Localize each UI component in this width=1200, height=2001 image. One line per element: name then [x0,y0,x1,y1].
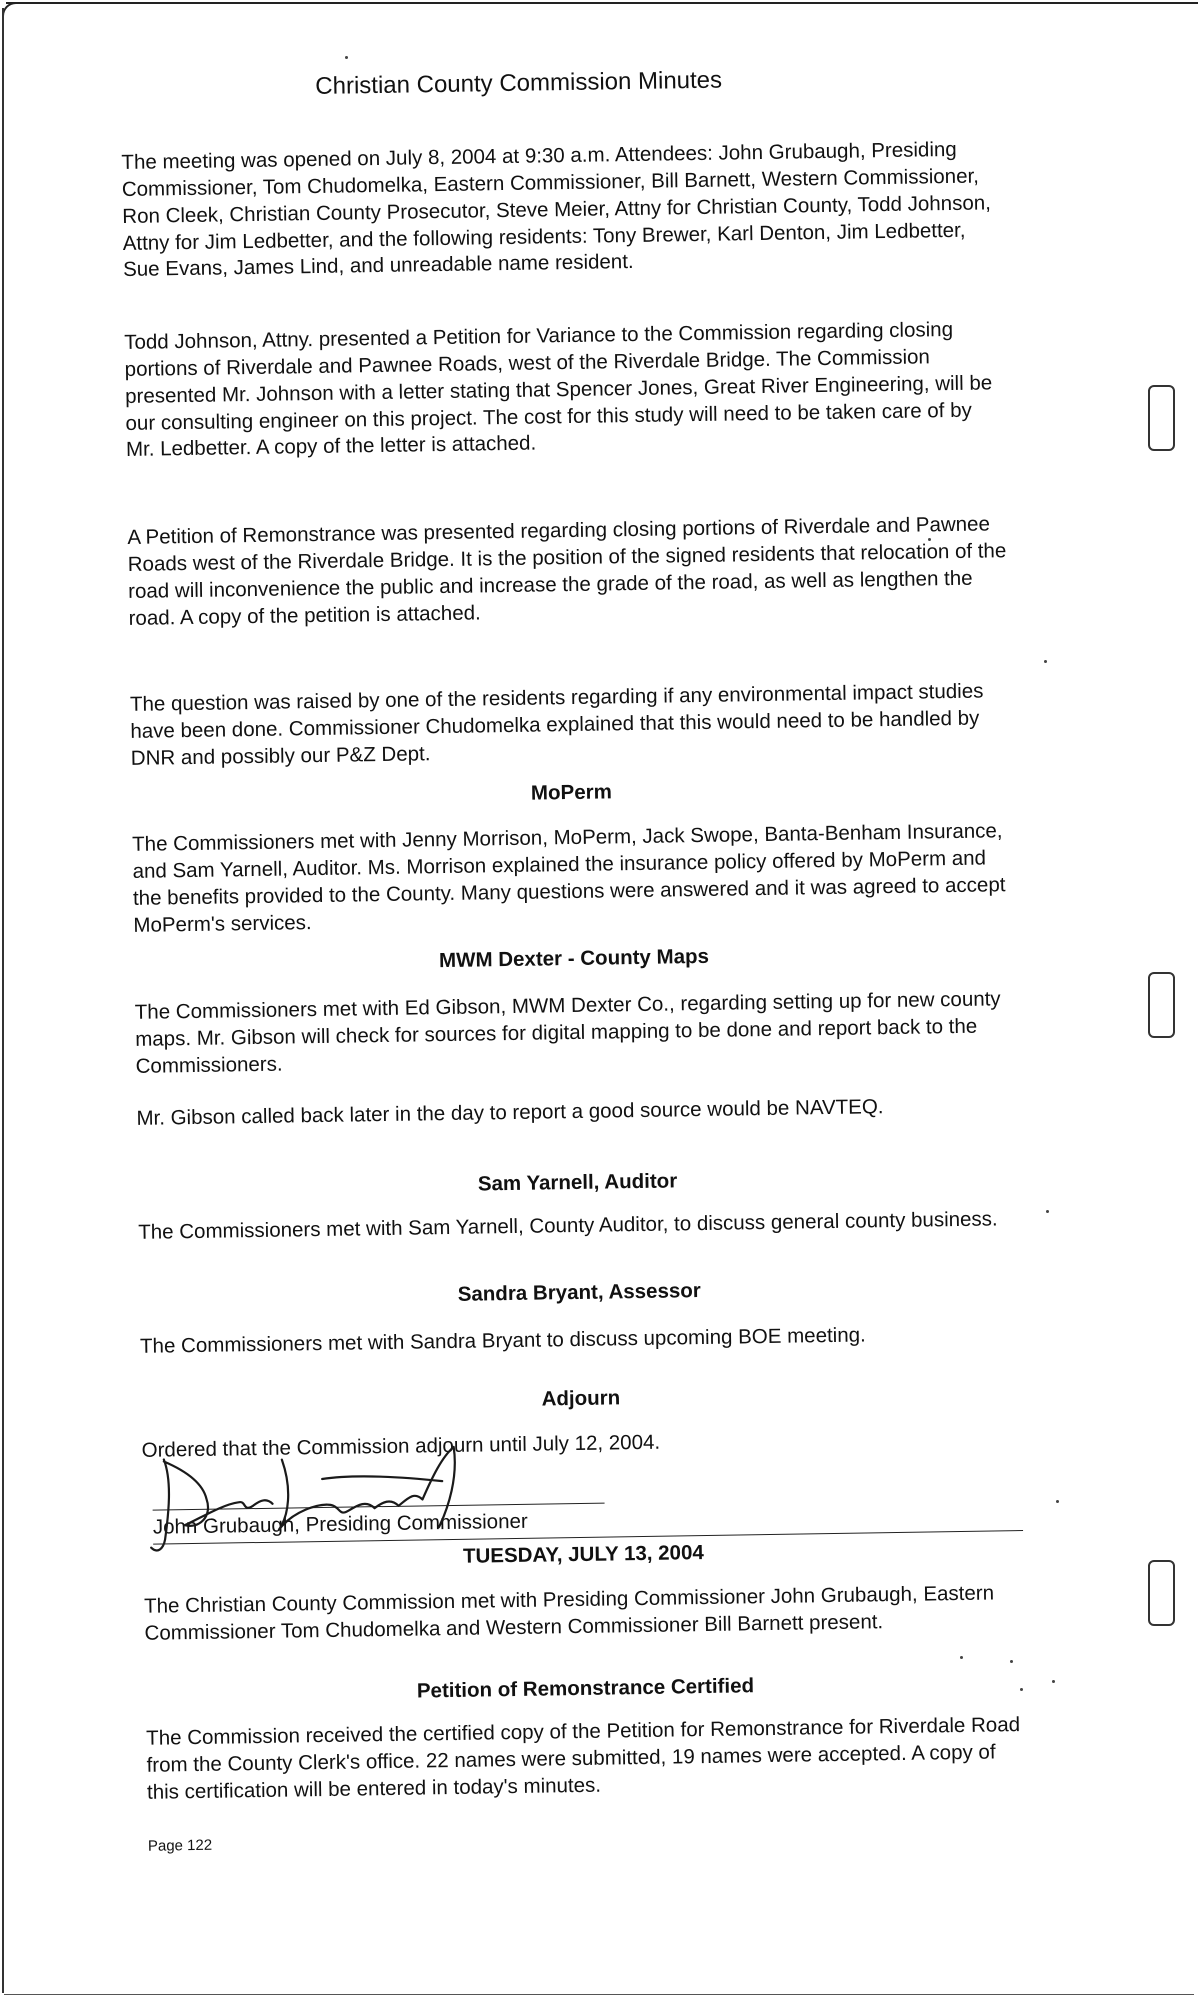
bryant-paragraph: The Commissioners met with Sandra Bryant to discuss upcoming BOE meeting. [139,1323,866,1358]
heading-bryant: Sandra Bryant, Assessor [457,1279,701,1306]
heading-mwm-dexter: MWM Dexter - County Maps [438,944,710,973]
heading-yarnell: Sam Yarnell, Auditor [477,1169,678,1196]
binder-hole-bottom [1148,1560,1175,1626]
page-corner [2,2,20,20]
environmental-paragraph: The question was raised by one of the residents regarding if any environmental impact studies have been done. Commissioner Chudomelka explained that this would need to be handled by DNR and possibly our P&Z Dept. [129,679,984,770]
heading-moperm: MoPerm [530,780,613,805]
page-edge-top [6,2,1198,4]
page-edge-left [2,8,4,1993]
heading-remonstrance-certified: Petition of Remonstrance Certified [416,1674,755,1703]
scan-speck [960,1656,963,1659]
page-number: Page 122 [147,1836,213,1855]
scan-speck [1010,1660,1013,1663]
page-edge-bottom [4,1994,1194,1995]
remonstrance-paragraph: A Petition of Remonstrance was presented regarding closing portions of Riverdale and Pawnee Roads west of the Riverdale Bridge. It is the position of the signed residents that relocation of the road will inconvenience the public and increase the grade of the road, as well as lengthen the road. A copy of the petition is attached. [127,512,1007,630]
tuesday-paragraph: The Christian County Commission met with Presiding Commissioner John Grubaugh, Eastern Commissioner Tom Chudomelka and Western Commissioner Bill Barnett present. [143,1581,995,1645]
scan-speck [345,56,348,59]
scan-speck [1056,1500,1059,1503]
scan-speck [1052,1680,1055,1683]
binder-hole-top [1148,385,1175,451]
mwm-paragraph: The Commissioners met with Ed Gibson, MWM Dexter Co., regarding setting up for new county maps. Mr. Gibson will check for sources for digital mapping to be done and report back to the Commissioners. [134,987,1001,1078]
document-title: Christian County Commission Minutes [315,66,723,100]
variance-paragraph: Todd Johnson, Attny. presented a Petition for Variance to the Commission regarding closing portions of Riverdale and Pawnee Roads, west of the Riverdale Bridge. The Commission presented Mr. Johnson with a letter stating that Spencer Jones, Great River Engineering, will be our consulting engineer on this project. The cost for this study will need to be taken care of by Mr. Ledbetter. A copy of the letter is attached. [124,317,993,462]
minutes-document [120,56,1021,1855]
binder-hole-middle [1148,972,1175,1038]
gibson-paragraph: Mr. Gibson called back later in the day to report a good source would be NAVTEQ. [136,1095,884,1130]
opening-paragraph: The meeting was opened on July 8, 2004 at 9:30 a.m. Attendees: John Grubaugh, Presiding Commissioner, Tom Chudomelka, Eastern Commissioner, Bill Barnett, Western Commissioner, Ron Cleek, Christian County Prosecutor, Steve Meier, Attny for Christian County, Todd Johnson, Attny for Jim Ledbetter, and the following residents: Tony Brewer, Karl Denton, Jim Ledbetter, Sue Evans, James Lind, and unreadable name resident. [121,137,992,282]
adjourn-paragraph: Ordered that the Commission adjourn until July 12, 2004. [141,1430,661,1462]
moperm-paragraph: The Commissioners met with Jenny Morrison, MoPerm, Jack Swope, Banta-Benham Insurance, and Sam Yarnell, Auditor. Ms. Morrison explained the insurance policy offered by MoPerm and the benefits provided to the County. Many questions were answered and it was agreed to accept MoPerm's services. [131,819,1006,937]
heading-tuesday: TUESDAY, JULY 13, 2004 [462,1541,704,1568]
scan-speck [1046,1210,1049,1213]
certified-paragraph: The Commission received the certified copy of the Petition for Remonstrance for Riverdale Road from the County Clerk's office. 22 names were submitted, 19 names were accepted. A copy of this certification will be entered in today's minutes. [146,1713,1021,1804]
scan-speck [1044,660,1047,663]
signature-label: John Grubaugh, Presiding Commissioner [152,1509,528,1539]
yarnell-paragraph: The Commissioners met with Sam Yarnell, County Auditor, to discuss general county business. [138,1207,998,1244]
heading-adjourn: Adjourn [541,1386,621,1411]
